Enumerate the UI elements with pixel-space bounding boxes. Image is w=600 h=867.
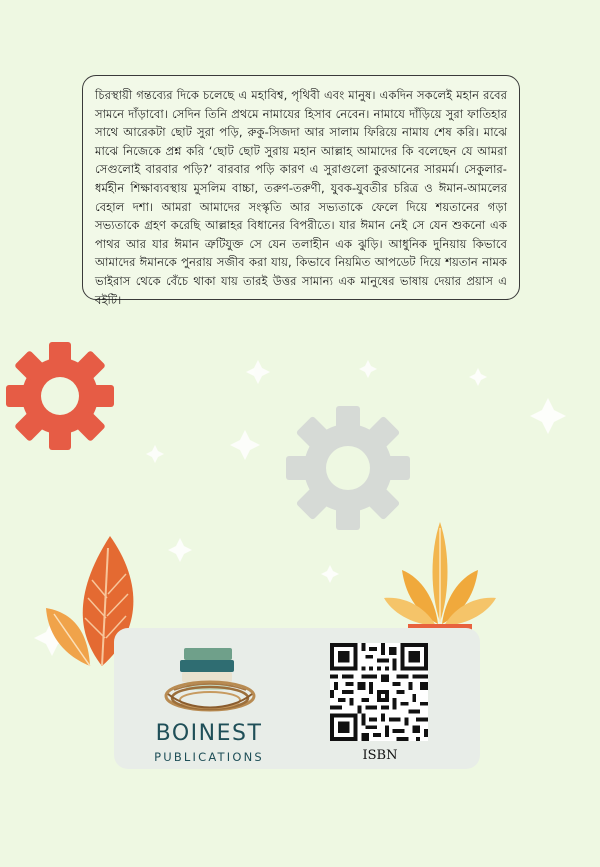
- blurb-text: চিরস্থায়ী গন্তব্যের দিকে চলেছে এ মহাবিশ্ব, পৃথিবী এবং মানুষ। একদিন সকলেই মহান রবের সামনে দাঁড়াবো। সেদিন তিনি প্রথমে নামাযের হিসাব নেবেন। নামাযে দাঁড়িয়ে সুরা ফাতিহার সাথে আরেকটা ছোট সুরা পড়ি, রুকু-সিজদা আর সালাম ফিরিয়ে নামায শেষ করি। মাঝে মাঝে নিজেকে প্রশ্ন করি ‘ছোট ছোট সুরায় মহান আল্লাহ আমাদের কি বলেছেন যে আমরা সেগুলোই বারবার পড়ি?’ বারবার পড়ি কারণ এ সুরাগুলো কুরআনের সারমর্ম। সেকুলার-ধর্মহীন শিক্ষাব্যবস্থায় মুসলিম বাচ্চা, তরুণ-তরুণী, যুবক-যুবতীর চরিত্র ও ঈমান-আমলের বেহাল দশা। আমরা আমাদের সংস্কৃতি আর সভ্যতাকে ফেলে দিয়ে শয়তানের গড়া সভ্যতাকে গ্রহণ করেছি আল্লাহর বিধানের বিপরীতে। যার ঈমান নেই সে যেন শুকনো এক পাথর আর যার ঈমান ত্রুটিযুক্ত সে যেন তলাহীন এক ঝুড়ি। আধুনিক দুনিয়ায় কিভাবে আমাদের ঈমানকে পুনরায় সজীব করা যায়, কিভাবে নিয়মিত আপডেট দিয়ে শয়তান নামক ভাইরাস থেকে বেঁচে থাকা যায় তারই উত্তর সামান্য এক মানুষের ভাষায় দেয়ার প্রয়াস এ বইটি।: [95, 88, 507, 307]
- gear-icon: [0, 336, 120, 456]
- back-cover-blurb: [82, 75, 520, 307]
- publisher-logo: [160, 638, 260, 718]
- qr-code[interactable]: [330, 643, 428, 741]
- publisher-name: BOINEST: [155, 721, 263, 746]
- isbn-label: ISBN: [362, 748, 398, 763]
- plant-icon: [380, 512, 500, 642]
- publisher-subtitle: PUBLICATIONS: [154, 750, 264, 764]
